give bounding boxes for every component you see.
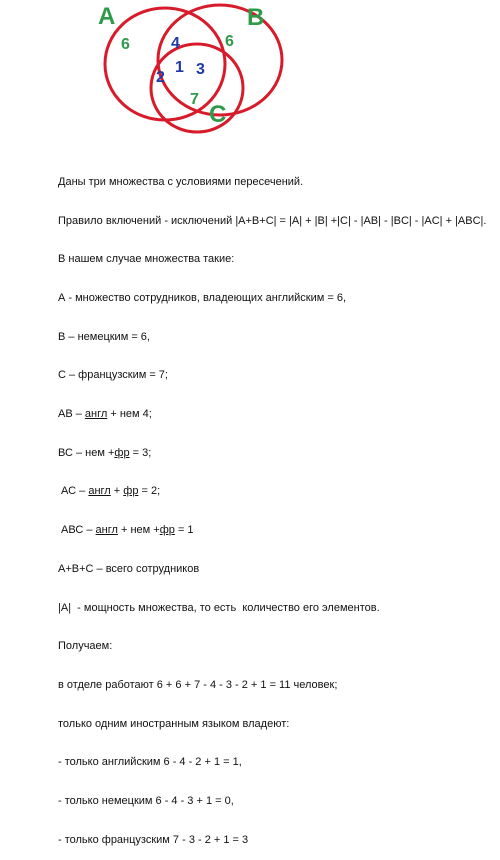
set-ab-part-1: АВ – (58, 408, 85, 421)
set-bc-line (58, 447, 498, 460)
region-b-only: 6 (225, 33, 234, 50)
region-c-only: 7 (190, 91, 199, 108)
cardinality-line: |A| - мощность множества, то есть количество его элементов. (58, 601, 380, 614)
set-abc-part-5: = 1 (174, 524, 194, 537)
sets-intro-line: В нашем случае множества такие: (58, 253, 235, 266)
german-only-line: - только немецким 6 - 4 - 3 + 1 = 0, (58, 795, 234, 808)
intro-line: Даны три множества с условиями пересечений. (58, 175, 304, 188)
set-ab-part-2: англ (84, 408, 108, 421)
venn-diagram (0, 0, 500, 150)
region-a-only: 6 (121, 36, 130, 53)
single-language-intro-line: только одним иностранным языком владеют: (58, 717, 290, 730)
set-a-line: А - множество сотрудников, владеющих английским = 6, (58, 291, 347, 304)
set-ac-line (58, 485, 498, 498)
region-ab: 4 (171, 35, 180, 52)
total-result-line: в отделе работают 6 + 6 + 7 - 4 - 3 - 2 + 1 = 11 человек; (58, 678, 338, 691)
set-ac-part-5: = 2; (138, 485, 161, 498)
set-bc-part-1: ВС – нем + (58, 446, 115, 459)
set-ab-line (58, 408, 498, 421)
set-ac-part-3: + (110, 485, 124, 498)
set-ac-part-2: англ (88, 485, 111, 498)
set-abc-part-1: АВС – (58, 524, 96, 537)
set-abc-line (58, 524, 498, 537)
set-c-line: С – французским = 7; (58, 369, 168, 382)
total-def-line: A+B+C – всего сотрудников (58, 562, 200, 575)
set-ac-part-1: АС – (58, 485, 89, 498)
set-label-c: C (209, 101, 227, 128)
set-ac-part-4: фр (123, 485, 139, 498)
set-bc-part-2: фр (114, 446, 130, 459)
region-bc: 3 (196, 61, 205, 78)
french-only-line: - только французским 7 - 3 - 2 + 1 = 3 (58, 833, 249, 846)
result-intro-line: Получаем: (58, 640, 113, 653)
set-label-a: A (98, 3, 116, 30)
explanation-text (58, 150, 498, 860)
set-bc-part-3: = 3; (129, 446, 152, 459)
region-abc: 1 (175, 59, 184, 76)
circle-a (105, 8, 225, 120)
english-only-line: - только английским 6 - 4 - 2 + 1 = 1, (58, 756, 242, 769)
set-b-line: В – немецким = 6, (58, 330, 150, 343)
set-abc-part-2: англ (95, 524, 118, 537)
set-ab-part-3: + нем 4; (107, 408, 152, 421)
set-label-b: B (247, 4, 265, 31)
rule-line: Правило включений - исключений |A+B+C| = |A| + |B| +|C| - |AB| - |BC| - |AC| + |ABC|. (58, 214, 487, 227)
set-abc-part-4: фр (159, 524, 175, 537)
set-abc-part-3: + нем + (117, 524, 160, 537)
region-ac: 2 (156, 69, 165, 86)
